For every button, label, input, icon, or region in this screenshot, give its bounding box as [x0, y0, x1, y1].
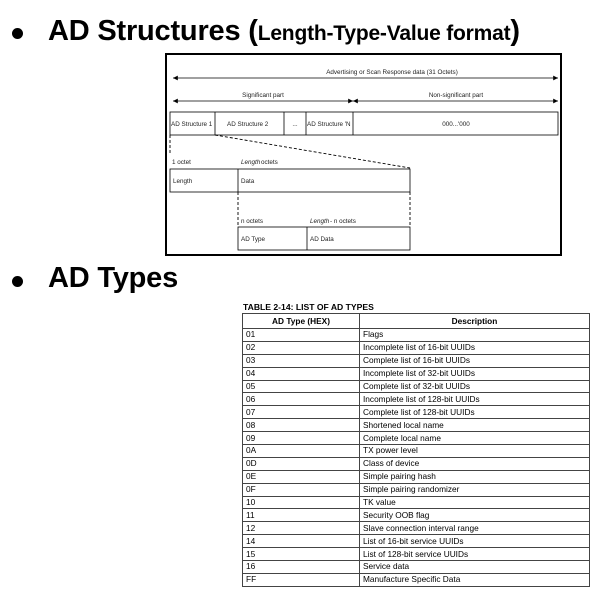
table-row: [243, 354, 590, 367]
ad-type-description-cell: Manufacture Specific Data: [360, 573, 590, 586]
ad-type-code-cell: 04: [243, 367, 360, 380]
ad-structure-diagram: [165, 53, 562, 256]
table-row: [243, 561, 590, 574]
heading-subtitle-text: Length-Type-Value format: [257, 22, 511, 45]
length-cell: Length: [173, 178, 193, 185]
ad-type-description-cell: Complete local name: [360, 432, 590, 445]
n-octets-label: n octets: [241, 218, 264, 225]
minus-n-octets-label: - n octets: [330, 218, 356, 225]
table-row: [243, 548, 590, 561]
table-row: [243, 509, 590, 522]
ad-type-code-cell: 08: [243, 419, 360, 432]
ad-type-description-cell: Complete list of 128-bit UUIDs: [360, 406, 590, 419]
bullet-icon: [12, 28, 23, 39]
ad-type-description-cell: Incomplete list of 32-bit UUIDs: [360, 367, 590, 380]
ad-type-code-cell: 02: [243, 341, 360, 354]
ad-type-description-cell: Incomplete list of 16-bit UUIDs: [360, 341, 590, 354]
ad-type-description-cell: Shortened local name: [360, 419, 590, 432]
ad-type-code-cell: 0E: [243, 470, 360, 483]
ad-type-code-cell: 11: [243, 509, 360, 522]
table-title: TABLE 2-14: LIST OF AD TYPES: [243, 302, 374, 312]
table-row: [243, 470, 590, 483]
table-row: [243, 380, 590, 393]
column-header-description: Description: [360, 314, 590, 329]
diagram-svg: [167, 55, 564, 258]
non-significant-label: Non-significant part: [428, 92, 484, 99]
ad-type-description-cell: Simple pairing hash: [360, 470, 590, 483]
ad-type-description-cell: Slave connection interval range: [360, 522, 590, 535]
significant-label: Significant part: [242, 92, 284, 99]
ad-type-code-cell: FF: [243, 573, 360, 586]
ad-type-description-cell: Simple pairing randomizer: [360, 483, 590, 496]
ad-type-code-cell: 06: [243, 393, 360, 406]
table-row: [243, 432, 590, 445]
ad-type-code-cell: 09: [243, 432, 360, 445]
data-cell: Data: [241, 178, 255, 185]
ad-type-description-cell: Complete list of 32-bit UUIDs: [360, 380, 590, 393]
ad-type-description-cell: Security OOB flag: [360, 509, 590, 522]
table-row: [243, 573, 590, 586]
cell-ad-structure-n: AD Structure 'N: [307, 121, 351, 128]
ad-type-code-cell: 07: [243, 406, 360, 419]
table-row: [243, 445, 590, 458]
ad-type-code-cell: 0F: [243, 483, 360, 496]
heading-main-text: AD Structures (: [48, 15, 258, 47]
table-header-row: [243, 314, 590, 329]
ad-type-code-cell: 0A: [243, 445, 360, 458]
ad-type-description-cell: TK value: [360, 496, 590, 509]
ad-type-code-cell: 10: [243, 496, 360, 509]
ad-type-description-cell: Complete list of 16-bit UUIDs: [360, 354, 590, 367]
ad-type-description-cell: List of 128-bit service UUIDs: [360, 548, 590, 561]
octets-label: octets: [261, 159, 278, 166]
ad-type-description-cell: List of 16-bit service UUIDs: [360, 535, 590, 548]
ad-data-cell: AD Data: [310, 236, 334, 243]
table-row: [243, 341, 590, 354]
table-row: [243, 419, 590, 432]
ad-type-cell: AD Type: [241, 236, 266, 243]
cell-ad-structure-1: AD Structure 1: [171, 121, 213, 128]
table-row: [243, 535, 590, 548]
section-heading-ad-structures: [48, 15, 520, 48]
length-italic-label: Length: [241, 159, 261, 166]
length-data-box: [170, 169, 410, 192]
ad-type-code-cell: 0D: [243, 457, 360, 470]
section-heading-ad-types: AD Types: [48, 262, 179, 294]
table-row: [243, 483, 590, 496]
heading-close-paren: ): [510, 15, 520, 47]
cell-ad-structure-2: AD Structure 2: [227, 121, 269, 128]
ad-type-description-cell: Service data: [360, 561, 590, 574]
ad-types-table: [242, 313, 590, 587]
ad-type-code-cell: 14: [243, 535, 360, 548]
bullet-icon: [12, 276, 23, 287]
ad-type-code-cell: 15: [243, 548, 360, 561]
cell-zero-padding: 000...'000: [442, 121, 470, 128]
ad-type-code-cell: 03: [243, 354, 360, 367]
ad-type-description-cell: TX power level: [360, 445, 590, 458]
ad-type-code-cell: 05: [243, 380, 360, 393]
ad-type-code-cell: 12: [243, 522, 360, 535]
table-row: [243, 393, 590, 406]
table-row: [243, 406, 590, 419]
ad-type-description-cell: Flags: [360, 329, 590, 342]
top-span-label: Advertising or Scan Response data (31 Octets): [326, 69, 458, 76]
column-header-ad-type: AD Type (HEX): [243, 314, 360, 329]
table-row: [243, 522, 590, 535]
table-row: [243, 329, 590, 342]
one-octet-label: 1 octet: [172, 159, 191, 166]
ad-type-code-cell: 01: [243, 329, 360, 342]
ad-type-code-cell: 16: [243, 561, 360, 574]
ad-type-description-cell: Incomplete list of 128-bit UUIDs: [360, 393, 590, 406]
table-row: [243, 367, 590, 380]
length-minus-italic-label: Length: [310, 218, 330, 225]
ad-type-description-cell: Class of device: [360, 457, 590, 470]
table-row: [243, 496, 590, 509]
cell-ellipsis: ...: [292, 121, 298, 128]
table-body: [243, 329, 590, 587]
table-row: [243, 457, 590, 470]
